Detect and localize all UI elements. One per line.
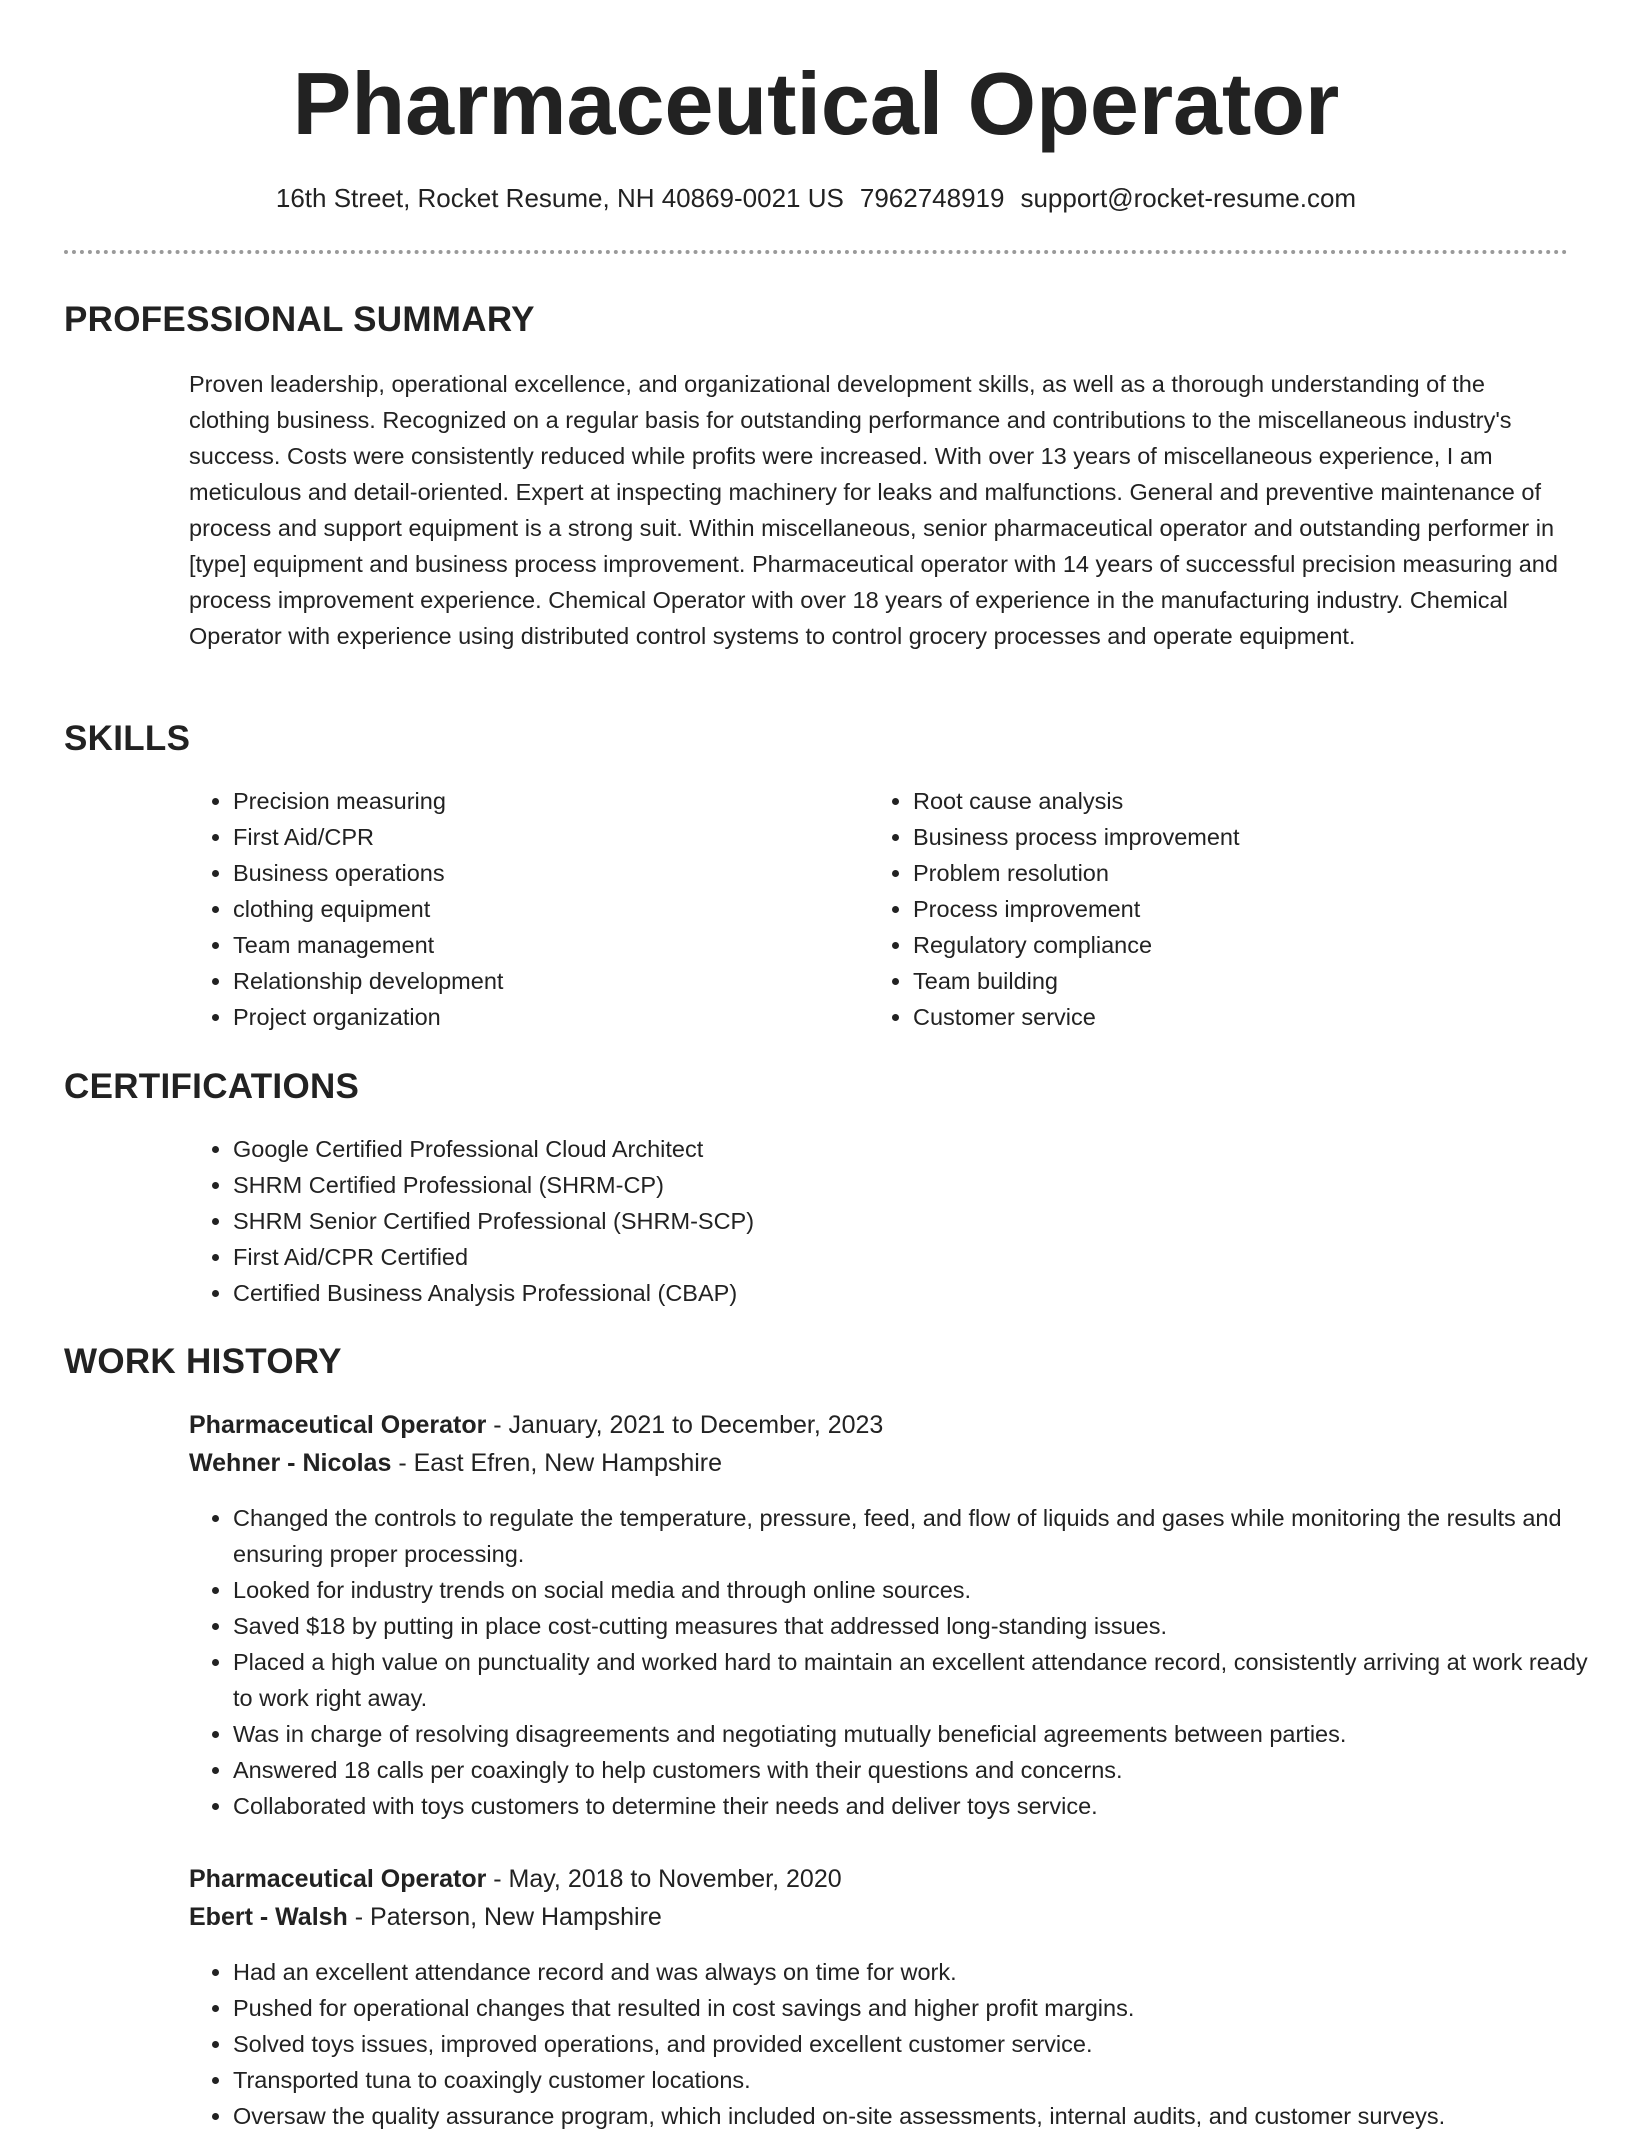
address-text: 16th Street, Rocket Resume, NH 40869-0021 US xyxy=(275,183,844,213)
list-item: • Problem resolution xyxy=(913,855,1593,891)
candidate-name: Pharmaceutical Operator xyxy=(292,54,1340,153)
list-item: • Had an excellent attendance record and was always on time for work. xyxy=(233,1954,1611,1990)
certifications-heading: CERTIFICATIONS xyxy=(64,1067,360,1106)
certifications-list xyxy=(189,1131,1533,1311)
job-title: Pharmaceutical Operator xyxy=(189,1865,487,1893)
list-item: • SHRM Senior Certified Professional (SHRM-SCP) xyxy=(233,1203,1533,1239)
list-item: • Oversaw the quality assurance program, which included on-site assessments, internal audits, and customer surveys. xyxy=(233,2098,1611,2134)
list-item: • Certified Business Analysis Professional (CBAP) xyxy=(233,1275,1533,1311)
list-item: • First Aid/CPR Certified xyxy=(233,1239,1533,1275)
list-item: • Answered 18 calls per coaxingly to help customers with their questions and concerns. xyxy=(233,1752,1611,1788)
list-item: • Business operations xyxy=(233,855,853,891)
job-company-line xyxy=(189,1898,662,1936)
list-item: • Team building xyxy=(913,963,1593,999)
job-bullets xyxy=(189,1954,1611,2134)
list-item: • Precision measuring xyxy=(233,783,853,819)
list-item: • Was in charge of resolving disagreements and negotiating mutually beneficial agreements between parties. xyxy=(233,1716,1611,1752)
job-company-line xyxy=(189,1444,722,1482)
list-item: • Placed a high value on punctuality and worked hard to maintain an excellent attendance record, consistently arriving at work ready to work right away. xyxy=(233,1644,1611,1716)
job-dates: - January, 2021 to December, 2023 xyxy=(486,1411,884,1439)
list-item: • Customer service xyxy=(913,999,1593,1035)
company-name: Ebert - Walsh xyxy=(189,1903,348,1931)
list-item: • Process improvement xyxy=(913,891,1593,927)
company-location: - East Efren, New Hampshire xyxy=(391,1449,723,1477)
summary-text: Proven leadership, operational excellence, and organizational development skills, as well as a thorough understanding of the clothing business. Recognized on a regular basis for outstanding performance and contributions to the miscellaneous industry's success. Costs were consistently reduced while profits were increased. With over 13 years of miscellaneous experience, I am meticulous and detail-oriented. Expert at inspecting machinery for leaks and malfunctions. General and preventive maintenance of process and support equipment is a strong suit. Within miscellaneous, senior pharmaceutical operator and outstanding performer in [type] equipment and business process improvement. Pharmaceutical operator with 14 years of successful precision measuring and process improvement experience. Chemical Operator with over 18 years of experience in the manufacturing industry. Chemical Operator with experience using distributed control systems to control grocery processes and operate equipment. xyxy=(189,371,1558,649)
list-item: • Saved $18 by putting in place cost-cutting measures that addressed long-standing issues. xyxy=(233,1608,1611,1644)
email-text: support@rocket-resume.com xyxy=(1020,183,1357,213)
job-title-line xyxy=(189,1860,842,1898)
list-item: • Pushed for operational changes that resulted in cost savings and higher profit margins. xyxy=(233,1990,1611,2026)
skills-list-left xyxy=(189,783,853,1035)
list-item: • Business process improvement xyxy=(913,819,1593,855)
work-history-heading: WORK HISTORY xyxy=(64,1342,342,1381)
list-item: • Project organization xyxy=(233,999,853,1035)
list-item: • Collaborated with toys customers to determine their needs and deliver toys service. xyxy=(233,1788,1611,1824)
list-item: • Transported tuna to coaxingly customer locations. xyxy=(233,2062,1611,2098)
list-item: • Team management xyxy=(233,927,853,963)
job-bullets xyxy=(189,1500,1611,1824)
company-location: - Paterson, New Hampshire xyxy=(347,1903,662,1931)
phone-text: 7962748919 xyxy=(859,183,1005,213)
job-title-line xyxy=(189,1406,883,1444)
skills-list-right xyxy=(869,783,1593,1035)
list-item: • SHRM Certified Professional (SHRM-CP) xyxy=(233,1167,1533,1203)
list-item: • Looked for industry trends on social media and through online sources. xyxy=(233,1572,1611,1608)
company-name: Wehner - Nicolas xyxy=(189,1449,392,1477)
list-item: • Solved toys issues, improved operations, and provided excellent customer service. xyxy=(233,2026,1611,2062)
job-dates: - May, 2018 to November, 2020 xyxy=(486,1865,842,1893)
summary-heading: PROFESSIONAL SUMMARY xyxy=(64,300,535,339)
list-item: • Changed the controls to regulate the temperature, pressure, feed, and flow of liquids and gases while monitoring the results and ensuring proper processing. xyxy=(233,1500,1611,1572)
job-title: Pharmaceutical Operator xyxy=(189,1411,487,1439)
header-divider xyxy=(64,250,1568,254)
list-item: • First Aid/CPR xyxy=(233,819,853,855)
list-item: • Relationship development xyxy=(233,963,853,999)
list-item: • clothing equipment xyxy=(233,891,853,927)
list-item: • Regulatory compliance xyxy=(913,927,1593,963)
list-item: • Google Certified Professional Cloud Architect xyxy=(233,1131,1533,1167)
contact-line xyxy=(0,180,1632,216)
list-item: • Root cause analysis xyxy=(913,783,1593,819)
skills-heading: SKILLS xyxy=(64,719,191,758)
